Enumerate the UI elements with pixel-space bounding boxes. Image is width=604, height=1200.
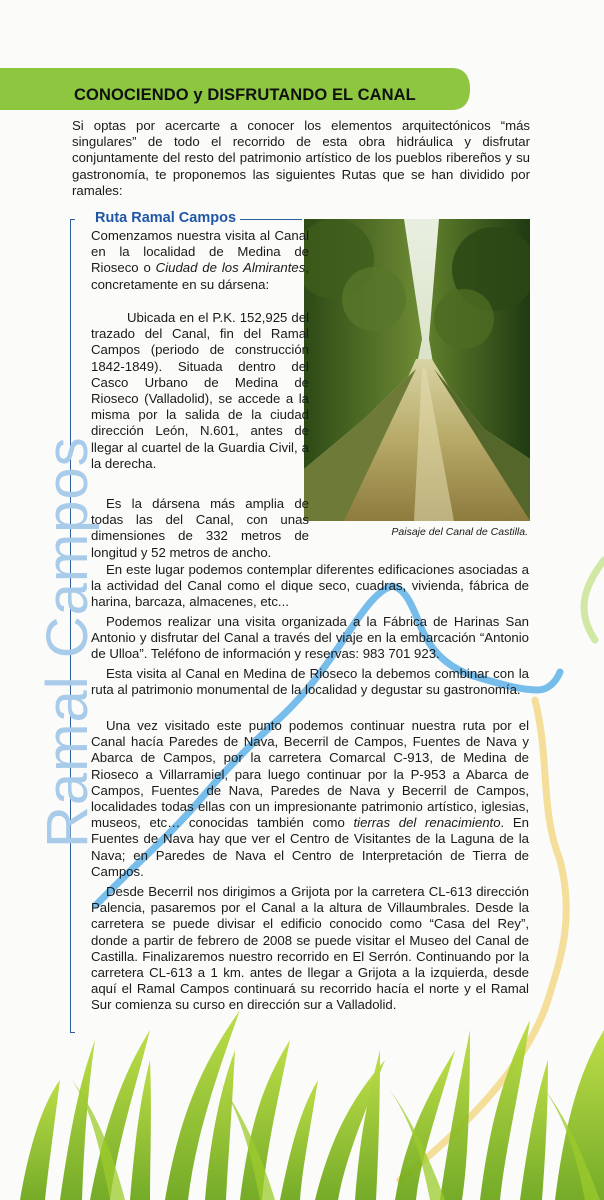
photo-caption: Paisaje del Canal de Castilla.	[391, 526, 528, 538]
route-paragraph-7-text: Una vez visitado este punto podemos continuar nuestra ruta por el Canal hacía Paredes de Nava, Becerril de Campos, Fuentes de Nava y Abarca de Campos, por la carretera Comarcal C-913, de Medina de Rioseco a Villarramiel, para luego continuar por la P-953 a Abarca de Campos, Fuentes de Nava, Paredes de Nava y Becerril de Campos, localidades todas ellas con un impresionante patrimonio artístico, iglesias, museos, etc… conocidas también como	[91, 718, 529, 831]
side-label: Ramal Campos	[35, 436, 100, 848]
route-paragraph-1-text: Comenzamos nuestra visita al Canal en la localidad de Medina de Rioseco o	[91, 228, 309, 276]
route-paragraph-5: Podemos realizar una visita organizada a la Fábrica de Harinas San Antonio y disfrutar del Canal a través del viaje en la embarcación “Antonio de Ulloa”. Teléfono de información y reservas: 983 701 923.	[91, 614, 529, 662]
page-title: CONOCIENDO y DISFRUTANDO EL CANAL	[74, 86, 416, 104]
route-paragraph-2: Ubicada en el P.K. 152,925 del trazado del Canal, fin del Ramal Campos (periodo de construcción 1842-1849). Situada dentro del Casco Urbano de Medina de Rioseco (Valladolid), se accede a la misma por la salida de la ciudad dirección León, N.601, antes de llegar al cuartel de la Guardia Civil, a la derecha.	[91, 310, 309, 471]
route-paragraph-7-tail: . En Fuentes de Nava hay que ver el Centro de Visitantes de la Laguna de la Nava; en Paredes de Nava el Centro de Interpretación de Tierra de Campos.	[91, 815, 529, 879]
route-paragraph-1-tail: , concretamente en su dársena:	[91, 260, 309, 292]
route-paragraph-3: Es la dársena más amplia de todas las del Canal, con unas dimensiones de 332 metros de longitud y 52 metros de ancho.	[91, 496, 309, 560]
route-title: Ruta Ramal Campos	[91, 210, 240, 226]
route-paragraph-8: Desde Becerril nos dirigimos a Grijota por la carretera CL-613 dirección Palencia, pasaremos por el Canal a la altura de Villaumbrales. Desde la carretera se puede divisar el edificio conocido como “Casa del Rey”, donde a partir de febrero de 2008 se puede visitar el Museo del Canal de Castilla. Finalizaremos nuestro recorrido en El Serrón. Continuando por la carretera CL-613 a 1 km. antes de llegar a Grijota a la izquierda, desde aquí el Ramal Campos continuará su recorrido hacía el norte y el Ramal Sur comienza su curso en dirección sur a Valladolid.	[91, 884, 529, 1013]
intro-paragraph: Si optas por acercarte a conocer los elementos arquitectónicos “más singulares” de todo el recorrido de esta obra hidráulica y disfrutar conjuntamente del resto del patrimonio artístico de los pueblos ribereños y su gastronomía, te proponemos las siguientes Rutas que se han dividido por ramales:	[72, 118, 530, 198]
route-paragraph-6: Esta visita al Canal en Medina de Rioseco la debemos combinar con la ruta al patrimonio monumental de la localidad y degustar su gastronomía.	[91, 666, 529, 698]
route-paragraph-1-italic: Ciudad de los Almirantes	[155, 260, 306, 276]
route-paragraph-4: En este lugar podemos contemplar diferentes edificaciones asociadas a la actividad del Canal como el dique seco, cuadras, vivienda, fábrica de harina, barcaza, almacenes, etc...	[91, 562, 529, 610]
route-paragraph-7-italic: tierras del renacimiento	[353, 815, 501, 831]
